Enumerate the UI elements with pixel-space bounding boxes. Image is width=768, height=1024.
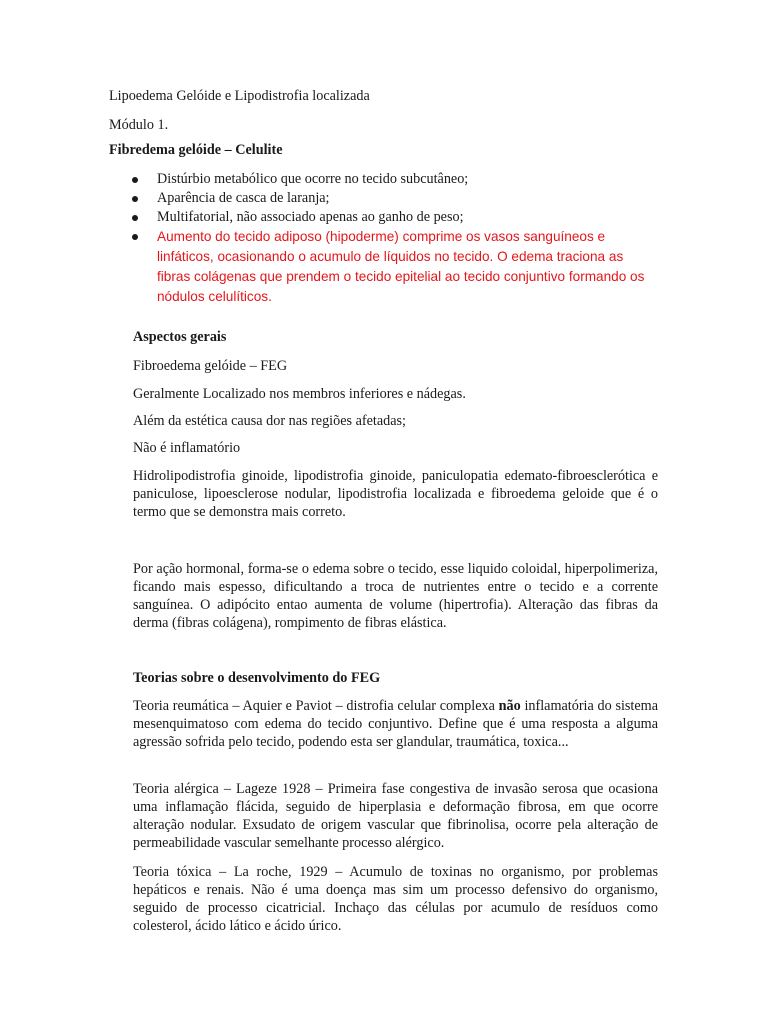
theory-reumatica-paragraph	[133, 697, 658, 751]
section-title-celulite: Fibredema gelóide – Celulite	[109, 142, 283, 158]
theory-reumatica-text-start: Teoria reumática – Aquier e Paviot – distrofia celular complexa	[133, 698, 499, 714]
bullet-icon	[132, 227, 139, 246]
aspect-line: Além da estética causa dor nas regiões afetadas;	[133, 413, 406, 429]
document-header-title: Lipoedema Gelóide e Lipodistrofia localizada	[109, 88, 370, 104]
theory-reumatica-text-end: inflamatória do sistema mesenquimatoso com edema do tecido conjuntivo. Define que é uma resposta a alguma agressão sofrida pelo tecido, podendo esta ser glandular, traumática, toxica...	[133, 698, 659, 750]
theory-alergica-paragraph: Teoria alérgica – Lageze 1928 – Primeira fase congestiva de invasão serosa que ocasiona uma inflamação flácida, seguido de hiperplasia e deformação fibrosa, em que ocorre alteração nodular. Exsudato de origem vascular que fibrinolisa, ocorre pela alteração de permeabilidade vascular semelhante processo alérgico.	[133, 781, 658, 851]
list-item-text: Aparência de casca de laranja;	[157, 190, 330, 206]
list-item	[128, 189, 648, 208]
list-item-text-highlight: Aumento do tecido adiposo (hipoderme) comprime os vasos sanguíneos e linfáticos, ocasionando o acumulo de líquidos no tecido. O edema traciona as fibras colágenas que prendem o tecido epitelial ao tecido conjuntivo formando os nódulos celulíticos.	[157, 229, 645, 304]
module-label: Módulo 1.	[109, 117, 169, 133]
bullet-icon	[132, 170, 139, 189]
bullet-icon	[132, 208, 139, 227]
aspect-line: Fibroedema gelóide – FEG	[133, 358, 288, 374]
list-item-text: Multifatorial, não associado apenas ao ganho de peso;	[157, 209, 464, 225]
aspect-line: Não é inflamatório	[133, 440, 241, 456]
list-item	[128, 227, 648, 307]
hormonal-paragraph: Por ação hormonal, forma-se o edema sobre o tecido, esse liquido coloidal, hiperpolimeriza, ficando mais espesso, dificultando a troca de nutrientes entre o tecido e a corrente sanguínea. O adipócito entao aumenta de volume (hipertrofia). Alteração das fibras da derma (fibras colágena), rompimento de fibras elástica.	[133, 561, 658, 631]
list-item	[128, 170, 648, 189]
theory-toxica-paragraph: Teoria tóxica – La roche, 1929 – Acumulo de toxinas no organismo, por problemas hepáticos e renais. Não é uma doença mas sim um processo defensivo do organismo, seguido de processo cicatricial. Inchaço das células por acumulo de resíduos como colesterol, ácido lático e ácido úrico.	[133, 864, 658, 934]
aspect-line: Geralmente Localizado nos membros inferiores e nádegas.	[133, 386, 466, 402]
aspectos-gerais-heading: Aspectos gerais	[133, 329, 227, 345]
nomenclature-paragraph: Hidrolipodistrofia ginoide, lipodistrofia ginoide, paniculopatia edemato-fibroesclerótica e paniculose, lipoesclerose nodular, lipodistrofia localizada e fibroedema geloide que é o termo que se demonstra mais correto.	[133, 468, 658, 520]
theories-heading: Teorias sobre o desenvolvimento do FEG	[133, 670, 381, 686]
list-item	[128, 208, 648, 227]
list-item-text: Distúrbio metabólico que ocorre no tecido subcutâneo;	[157, 171, 469, 187]
celulite-bullet-list	[128, 170, 648, 307]
bullet-icon	[132, 189, 139, 208]
theory-reumatica-bold-word: não	[498, 698, 521, 714]
